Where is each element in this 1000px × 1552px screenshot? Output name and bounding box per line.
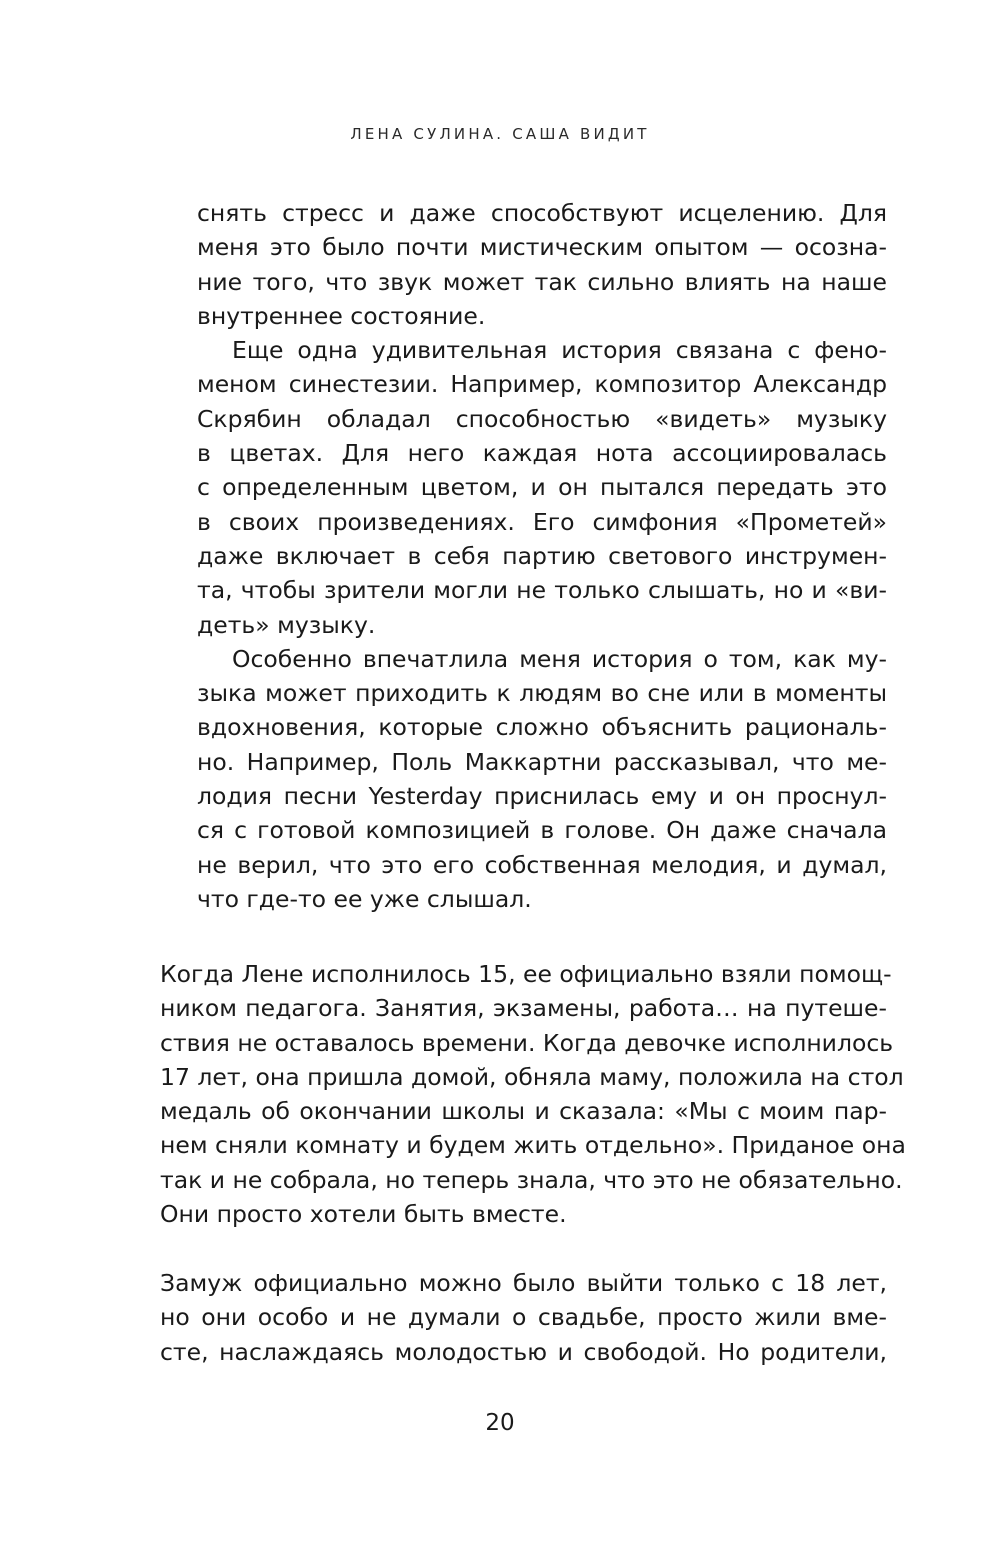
body-line: Замуж официально можно было выйти только с 18 лет, <box>160 1269 887 1297</box>
running-header: ЛЕНА СУЛИНА. САША ВИДИТ <box>350 125 650 143</box>
body-line: сте, наслаждаясь молодостью и свободой. Но родители, <box>160 1337 887 1366</box>
quote-line: меном синестезии. Например, композитор Александр <box>197 370 887 399</box>
quote-line: та, чтобы зрители могли не только слышать, но и «ви- <box>197 576 887 605</box>
body-line: ником педагога. Занятия, экзамены, работа… на путеше- <box>160 994 887 1023</box>
quote-line: даже включает в себя партию светового инструмен- <box>197 541 887 570</box>
quote-line: внутреннее состояние. <box>197 301 486 330</box>
quote-line: Еще одна удивительная история связана с фено- <box>232 336 887 365</box>
quote-line: Скрябин обладал способностью «видеть» музыку <box>197 404 887 433</box>
page-number: 20 <box>485 1410 515 1436</box>
body-paragraph <box>160 1266 887 1369</box>
quote-line: ся с готовой композицией в голове. Он даже сначала <box>197 816 887 845</box>
quote-line: вдохновения, которые сложно объяснить рациональ- <box>197 713 887 742</box>
quote-line: деть» музыку. <box>197 610 376 639</box>
quote-line: зыка может приходить к людям во сне или в моменты <box>197 679 887 708</box>
quote-line: Особенно впечатлила меня история о том, как му- <box>232 644 887 673</box>
quote-line: в цветах. Для него каждая нота ассоциировалась <box>197 439 887 468</box>
body-line: 17 лет, она пришла домой, обняла маму, положила на стол <box>160 1062 904 1091</box>
body-line: нем сняли комнату и будем жить отдельно». Приданое она <box>160 1131 906 1160</box>
body-line: ствия не оставалось времени. Когда девочке исполнилось <box>160 1028 894 1057</box>
body-line: но они особо и не думали о свадьбе, просто жили вме- <box>160 1303 887 1332</box>
body-line: Когда Лене исполнилось 15, ее официально взяли помощ- <box>160 960 892 988</box>
quote-block <box>197 196 887 916</box>
quote-line: ние того, что звук может так сильно влиять на наше <box>197 267 887 296</box>
body-line: Они просто хотели быть вместе. <box>160 1200 567 1229</box>
body-paragraph <box>160 957 906 1231</box>
quote-line: не верил, что это его собственная мелодия, и думал, <box>197 850 887 879</box>
body-line: так и не собрала, но теперь знала, что это не обязательно. <box>160 1165 903 1194</box>
quote-line: что где-то ее уже слышал. <box>197 884 532 913</box>
body-line: медаль об окончании школы и сказала: «Мы с моим пар- <box>160 1097 887 1126</box>
quote-line: лодия песни Yesterday приснилась ему и он проснул- <box>197 782 887 811</box>
quote-line: меня это было почти мистическим опытом — осозна- <box>197 233 887 262</box>
quote-line: снять стресс и даже способствуют исцелению. Для <box>197 199 887 227</box>
quote-line: в своих произведениях. Его симфония «Прометей» <box>197 507 887 536</box>
quote-line: но. Например, Поль Маккартни рассказывал, что ме- <box>197 747 887 776</box>
quote-line: с определенным цветом, и он пытался передать это <box>197 473 887 502</box>
